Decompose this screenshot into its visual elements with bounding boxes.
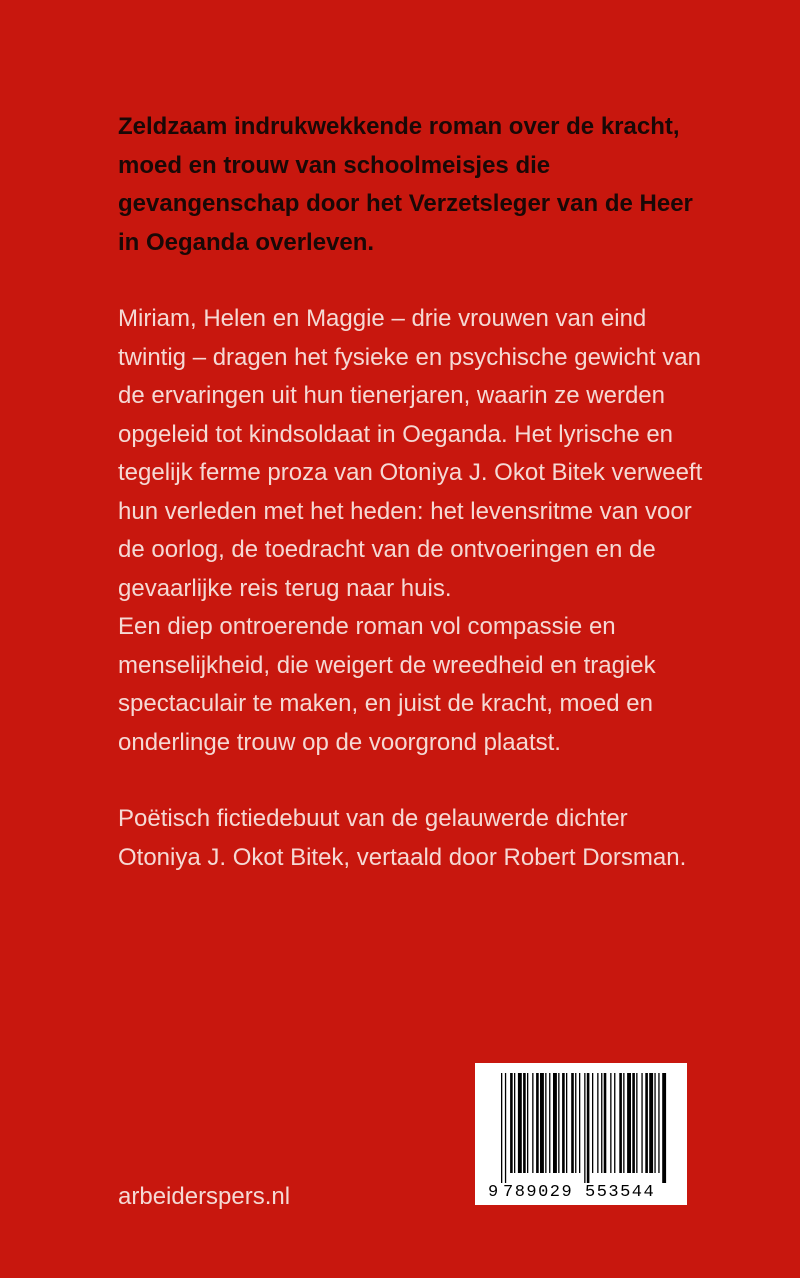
- barcode-bar: [636, 1073, 637, 1173]
- barcode-bar: [510, 1073, 513, 1173]
- barcode-bar: [584, 1073, 585, 1183]
- barcode-bar: [545, 1073, 546, 1173]
- barcode-bar: [523, 1073, 526, 1173]
- lead-paragraph: Zeldzaam indrukwekkende roman over de kracht, moed en trouw van schoolmeisjes die gevangenschap door het Verzetsleger van de Heer in Oeganda overleven.: [118, 113, 693, 256]
- barcode-bar: [549, 1073, 550, 1173]
- barcode-bar: [532, 1073, 533, 1173]
- barcode-bar: [649, 1073, 653, 1173]
- barcode-bar: [604, 1073, 607, 1173]
- isbn-barcode: [475, 1063, 687, 1205]
- barcode-left-digits: 789029: [503, 1183, 574, 1202]
- barcode-bar: [614, 1073, 615, 1173]
- barcode-bar: [553, 1073, 557, 1173]
- barcode-bar: [587, 1073, 590, 1183]
- barcode-bar: [610, 1073, 611, 1173]
- barcode-bar: [658, 1073, 659, 1173]
- barcode-bar: [518, 1073, 522, 1173]
- barcode-bar: [575, 1073, 576, 1173]
- author-paragraph: Poëtisch fictiedebuut van de gelauwerde dichter Otoniya J. Okot Bitek, vertaald door Robert Dorsman.: [118, 805, 687, 871]
- barcode-bar: [592, 1073, 593, 1173]
- barcode-bar: [505, 1073, 506, 1183]
- description-paragraph: Miriam, Helen en Maggie – drie vrouwen van eind twintig – dragen het fysieke en psychische gewicht van de ervaringen uit hun tienerjaren, waarin ze werden opgeleid tot kindsoldaat in Oeganda. Het lyrische en tegelijk ferme proza van Otoniya J. Okot Bitek verweeft hun verleden met het heden: het levensritme van voor de oorlog, de toedracht van de ontvoeringen en de gevaarlijke reis terug naar huis.: [118, 305, 703, 602]
- barcode-first-digit: 9: [488, 1183, 499, 1202]
- barcode-bar: [566, 1073, 567, 1173]
- barcode-bar: [654, 1073, 655, 1173]
- barcode-bar: [571, 1073, 574, 1173]
- barcode-bar: [501, 1073, 502, 1183]
- barcode-right-digits: 553544: [585, 1183, 656, 1202]
- barcode-bar: [619, 1073, 622, 1173]
- praise-paragraph: Een diep ontroerende roman vol compassie en menselijkheid, die weigert de wreedheid en tragiek spectaculair te maken, en juist de kracht, moed en onderlinge trouw op de voorgrond plaatst.: [118, 613, 656, 756]
- barcode-bar: [623, 1073, 624, 1173]
- barcode-bar: [558, 1073, 559, 1173]
- barcode-bar: [536, 1073, 539, 1173]
- barcode-bar: [527, 1073, 528, 1173]
- barcode-bar: [662, 1073, 666, 1183]
- barcode-bar: [514, 1073, 515, 1173]
- barcode-bar: [601, 1073, 602, 1173]
- barcode-bar: [597, 1073, 598, 1173]
- barcode-graphic: [475, 1063, 687, 1205]
- barcode-bar: [632, 1073, 635, 1173]
- barcode-bar: [562, 1073, 565, 1173]
- barcode-bar: [645, 1073, 648, 1173]
- publisher-website: arbeiderspers.nl: [118, 1183, 291, 1210]
- barcode-bar: [579, 1073, 580, 1173]
- blurb: [118, 108, 708, 877]
- barcode-bar: [641, 1073, 642, 1173]
- barcode-bar: [627, 1073, 631, 1173]
- barcode-bar: [540, 1073, 544, 1173]
